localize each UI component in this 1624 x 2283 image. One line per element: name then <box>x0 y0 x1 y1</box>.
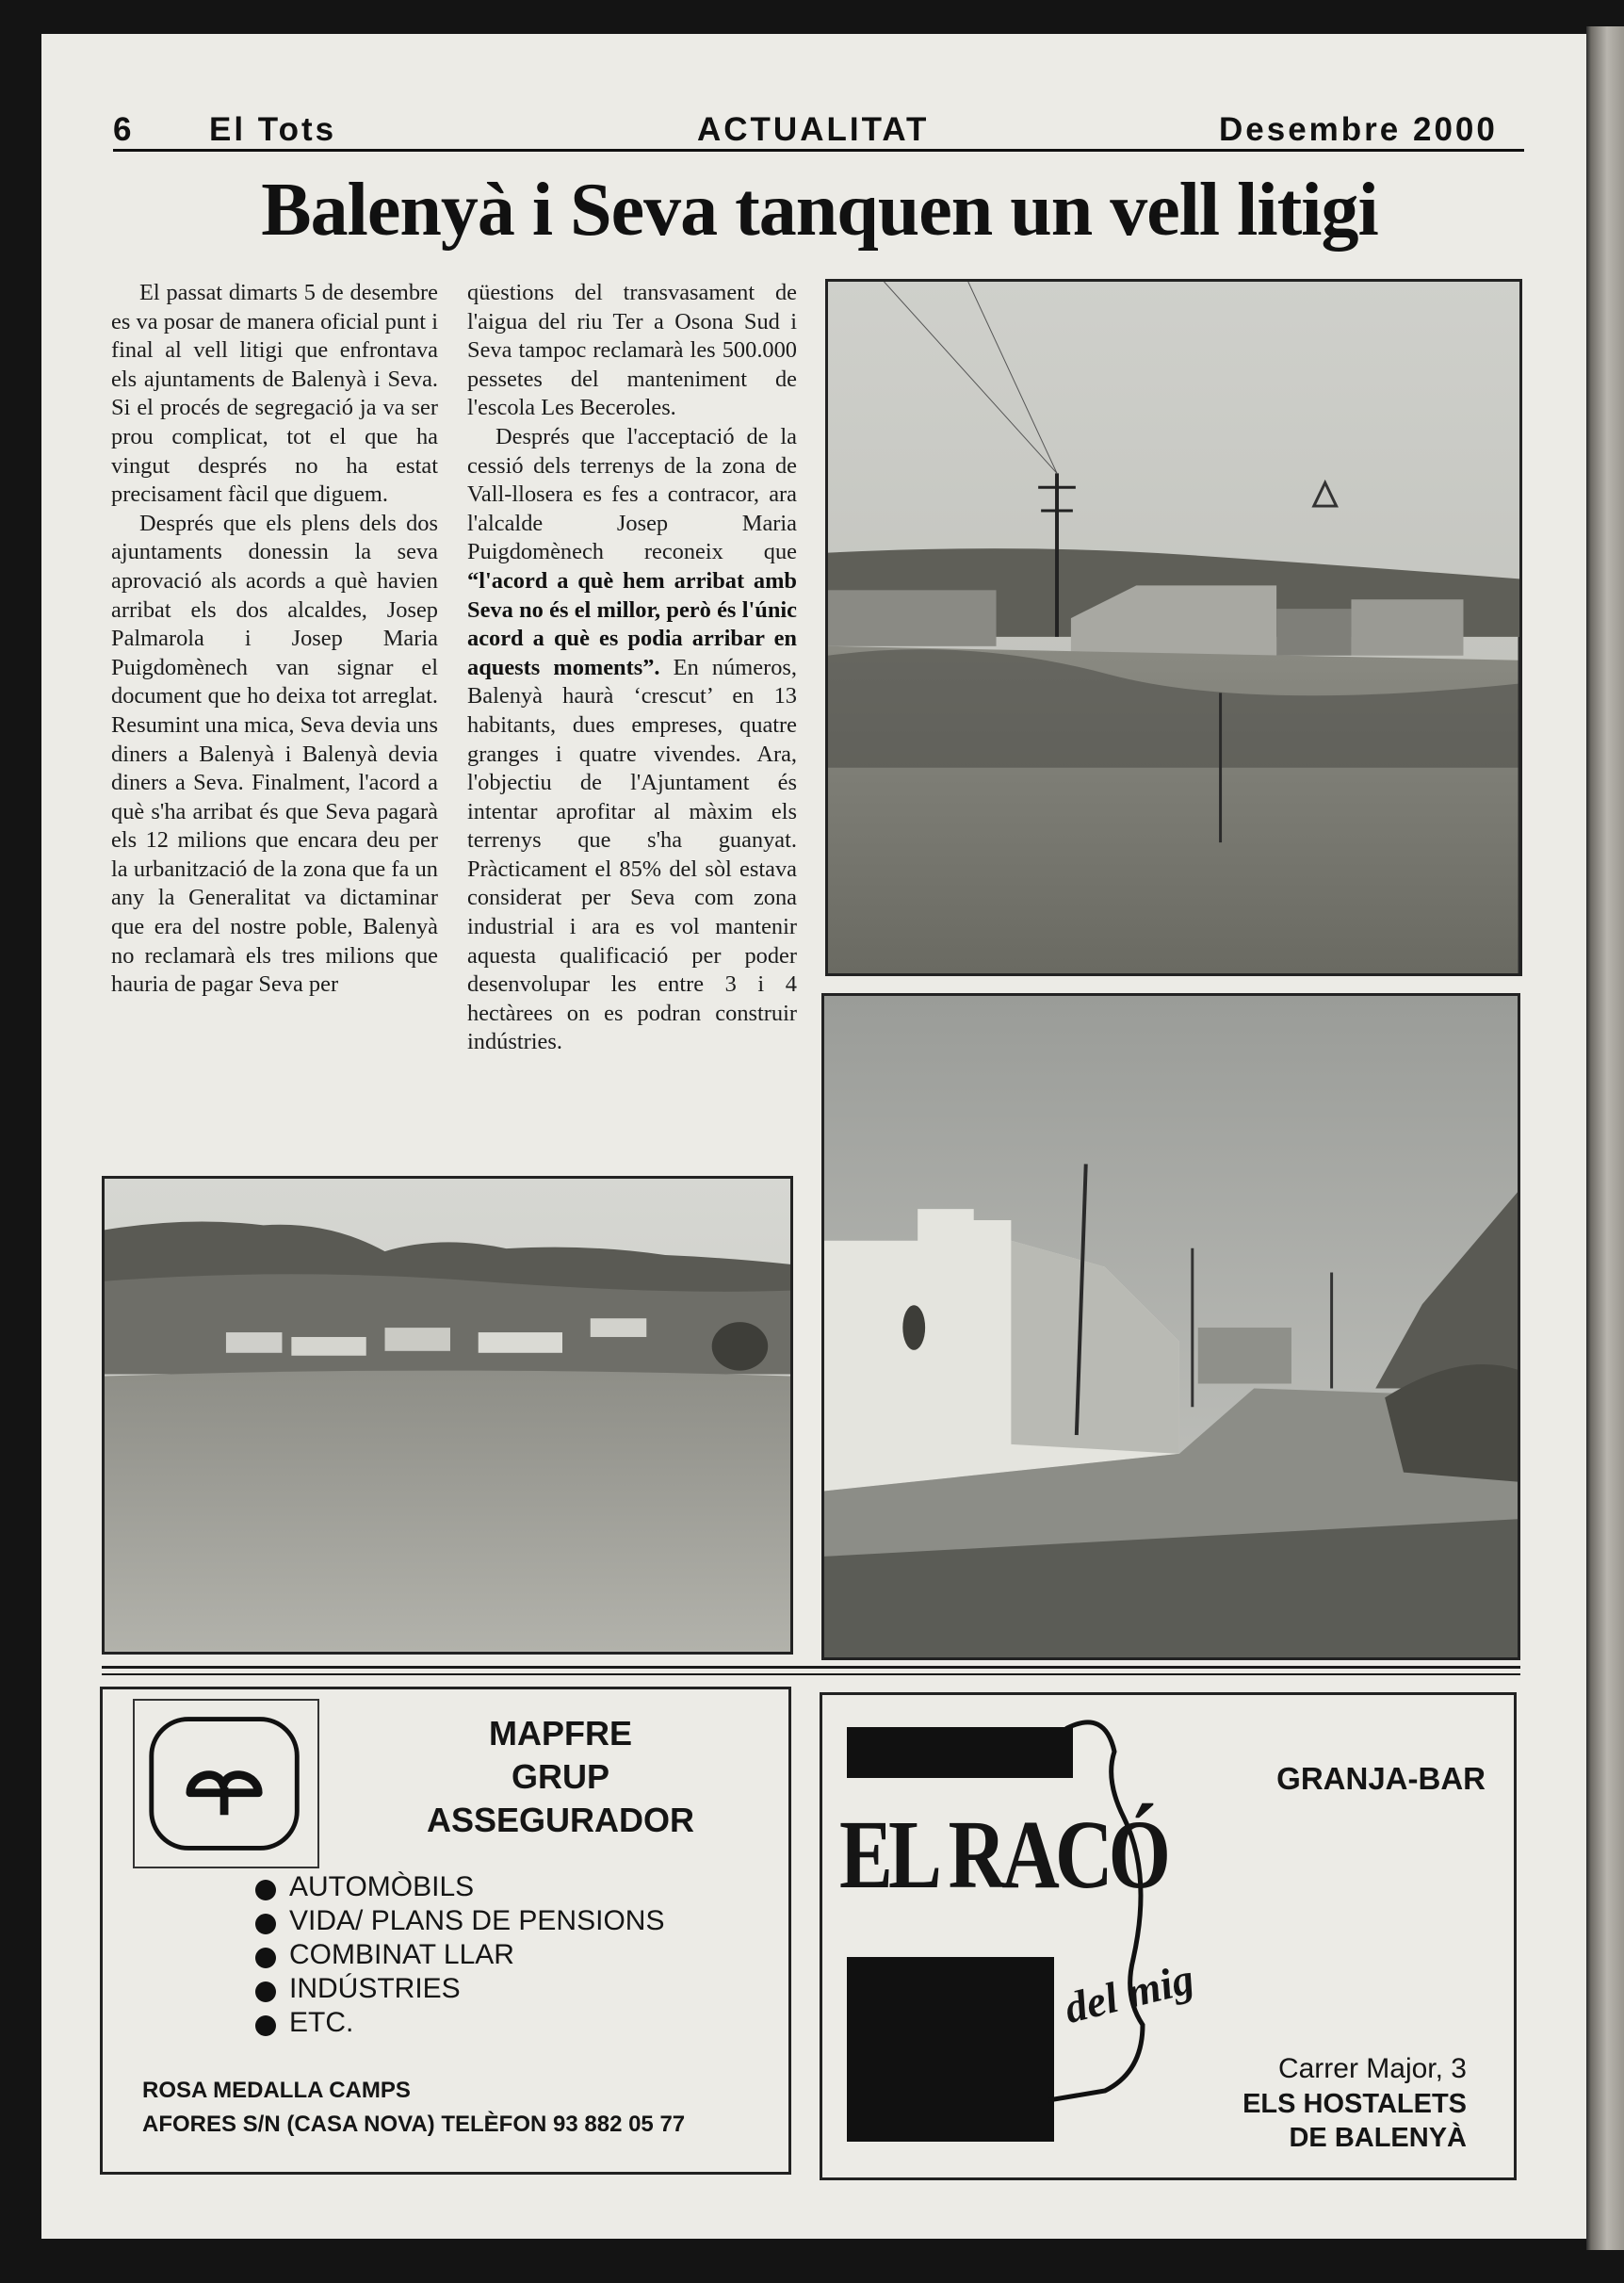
ads-separator-rule <box>102 1666 1520 1669</box>
list-item: VIDA/ PLANS DE PENSIONS <box>255 1904 664 1938</box>
ads-separator-rule <box>102 1673 1520 1675</box>
section-label: ACTUALITAT <box>697 111 930 148</box>
article-text: En números, Balenyà haurà ‘crescut’ en 13 habitants, dues empreses, quatre granges i quatre vivendes. Ara, l'objectiu de l'Ajuntament és intentar aprofitar al màxim els terrenys que s'ha guanyat. Pràcticament el 85% del sòl estava considerat per Seva com zona industrial i ara es vol mantenir aquesta qualificació per poder desenvolupar les entre 3 i 4 hectàrees on es podran construir indústries. <box>467 654 797 1055</box>
page-number: 6 <box>113 111 135 148</box>
issue-date: Desembre 2000 <box>1219 111 1498 148</box>
mapfre-contact-name: ROSA MEDALLA CAMPS <box>142 2078 411 2103</box>
photo-fields-pylons <box>825 279 1522 976</box>
article-column-1 <box>111 279 438 1000</box>
photo-mountains-village <box>102 1176 793 1655</box>
raco-logo-block <box>847 1957 1054 2142</box>
list-item: COMBINAT LLAR <box>255 1938 664 1972</box>
photo-industrial-street <box>821 993 1520 1660</box>
photo-mountains-village-image <box>105 1179 790 1652</box>
list-item: INDÚSTRIES <box>255 1972 664 2006</box>
mapfre-ad <box>100 1687 791 2175</box>
raco-logo-bar-top <box>847 1727 1073 1778</box>
raco-street: Carrer Major, 3 <box>1277 2053 1467 2084</box>
publication-name: El Tots <box>209 111 337 148</box>
raco-type: GRANJA-BAR <box>1276 1761 1486 1796</box>
mapfre-services-list <box>255 1870 664 2040</box>
header-rule <box>113 149 1524 152</box>
raco-town-2: DE BALENYÀ <box>1289 2123 1467 2153</box>
list-item: ETC. <box>255 2006 664 2040</box>
raco-ad <box>820 1692 1517 2180</box>
photo-industrial-street-image <box>824 996 1518 1657</box>
article-column-2 <box>467 279 797 1057</box>
list-item: AUTOMÒBILS <box>255 1870 664 1904</box>
article-headline: Balenyà i Seva tanquen un vell litigi <box>261 169 1378 252</box>
article-paragraph: Després que els plens dels dos ajuntaments donessin la seva aprovació als acords a què havien arribat els dos alcaldes, Josep Palmarola i Josep Maria Puigdomènech van signar el document que ho deixa tot arreglat. Resumint una mica, Seva devia uns diners a Balenyà i Balenyà devia diners a Seva. Finalment, l'acord a què s'ha arribat és que Seva pagarà els 12 milions que encara deu per la urbanització de la zona que fa un any la Generalitat va dictaminar que era del nostre poble, Balenyà no reclamarà els tres milions que hauria de pagar Seva per <box>111 510 438 998</box>
article-paragraph: qüestions del transvasament de l'aigua del riu Ter a Osona Sud i Seva tampoc reclamarà les 500.000 pessetes del manteniment de l'escola Les Beceroles. <box>467 280 797 421</box>
mapfre-title-line: GRUP <box>511 1757 609 1796</box>
mapfre-title <box>400 1712 721 1842</box>
photo-fields-pylons-image <box>828 282 1519 973</box>
mayor-quote: “l'acord a què hem arribat amb Seva no és el millor, però és l'únic acord a què es podia arribar en aquests moments”. <box>467 567 797 680</box>
raco-town-1: ELS HOSTALETS <box>1242 2089 1467 2119</box>
magazine-spine <box>1586 26 1624 2250</box>
article-paragraph <box>467 423 797 1057</box>
mapfre-tree-logo-icon <box>135 1701 317 1867</box>
article-text: Després que l'acceptació de la cessió dels terrenys de la zona de Vall-llosera es fes a contracor, ara l'alcalde Josep Maria Puigdomènech reconeix que <box>467 423 797 565</box>
mapfre-logo-frame <box>133 1699 319 1868</box>
article-paragraph: El passat dimarts 5 de desembre es va posar de manera oficial punt i final al vell litigi que enfrontava els ajuntaments de Balenyà i Seva. Si el procés de segregació ja va ser prou complicat, tot el que ha vingut després no ha estat precisament fàcil que diguem. <box>111 280 438 508</box>
mapfre-title-line: MAPFRE <box>489 1714 632 1753</box>
raco-logo-text: EL RACÓ <box>839 1801 1167 1909</box>
raco-logo-subtext: del mig <box>1059 1953 1199 2033</box>
raco-logo-curve <box>1048 1714 1161 2157</box>
mapfre-title-line: ASSEGURADOR <box>426 1801 695 1839</box>
mapfre-contact-address: AFORES S/N (CASA NOVA) TELÈFON 93 882 05 77 <box>142 2112 686 2137</box>
